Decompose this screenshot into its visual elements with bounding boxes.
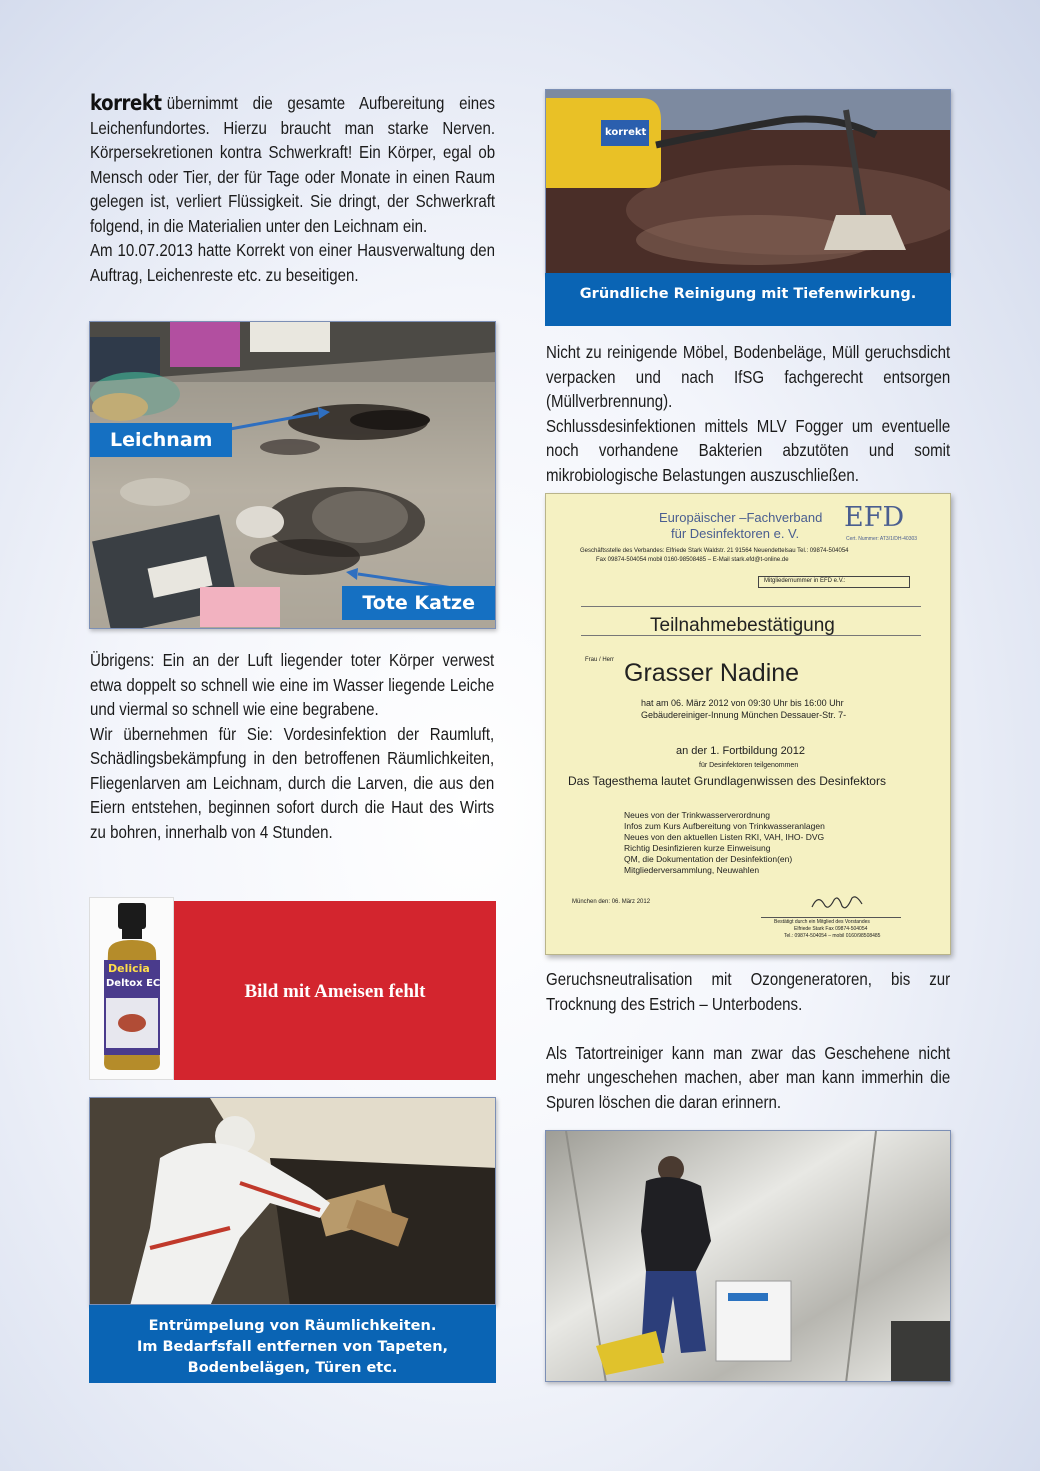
cert-topic-2: Infos zum Kurs Aufbereitung von Trinkwasseranlagen bbox=[624, 821, 825, 831]
decay-text bbox=[90, 648, 494, 844]
cert-date-line: hat am 06. März 2012 von 09:30 Uhr bis 16:00 Uhr bbox=[641, 698, 844, 708]
cert-participant-name: Grasser Nadine bbox=[624, 659, 800, 687]
cert-title: Teilnahmebestätigung bbox=[650, 615, 835, 636]
machine-logo: korrekt bbox=[605, 127, 647, 138]
certificate-document bbox=[545, 493, 951, 955]
intro-paragraph: übernimmt die gesamte Aufbereitung eines Leichenfundortes. Hierzu braucht man starke Nerven. Körpersekretionen kontra Schwerkraft! Ein Körper, egal ob Mensch oder Tier, der für Tage oder Monate in einen Raum gelegen ist, verliert Flüssigkeit. Sie dringt, der Schwerkraft folgend, in die Materialien unter den Leichnam ein. bbox=[90, 93, 496, 236]
cert-event-line: an der 1. Fortbildung 2012 bbox=[676, 745, 806, 757]
cert-place-date: München den: 06. März 2012 bbox=[572, 899, 651, 905]
ozone-drying-photo bbox=[545, 1130, 951, 1382]
signature-icon bbox=[808, 892, 868, 914]
cert-address-line-1: Geschäftsstelle des Verbandes: Elfriede Stark Waldstr. 21 91564 Neuendettelsau Tel.: 09874-504054 bbox=[580, 548, 849, 554]
cert-member-label: Mitgliedernummer in EFD e.V.: bbox=[764, 578, 846, 584]
carpet-cleaning-machine-illustration bbox=[546, 90, 951, 275]
cert-topic-3: Neues von den aktuellen Listen RKI, VAH, IHO- DVG bbox=[624, 832, 825, 842]
decay-paragraph: Übrigens: Ein an der Luft liegender toter Körper verwest etwa doppelt so schnell wie eine im Wasser liegende Leiche und viermal so schnell wie eine begrabene. bbox=[90, 650, 495, 719]
worker-with-ozone-generator-illustration bbox=[546, 1131, 951, 1382]
crime-scene-illustration bbox=[90, 322, 496, 629]
case-paragraph: Am 10.07.2013 hatte Korrekt von einer Hausverwaltung den Auftrag, Leichenreste etc. zu beseitigen. bbox=[90, 240, 496, 285]
cert-topic-4: Richtig Desinfizieren kurze Einweisung bbox=[624, 843, 771, 853]
cert-topic-6: Mitgliederversammlung, Neuwahlen bbox=[624, 865, 760, 875]
cert-signature-note-2: Elfriede Stark Fax 09874-504054 bbox=[794, 926, 868, 932]
label-dead-cat: Tote Katze bbox=[342, 586, 495, 620]
cert-theme-line: Das Tagesthema lautet Grundlagenwissen des Desinfektors bbox=[568, 774, 886, 788]
clearing-photo bbox=[89, 1097, 496, 1305]
cert-signature-note-3: Tel.: 09874-504054 – mobil 0160/98508485 bbox=[784, 933, 881, 939]
odor-paragraph: Geruchsneutralisation mit Ozongeneratoren, bis zur Trocknung des Estrich – Unterbodens. bbox=[546, 969, 951, 1014]
product-brand: Delicia bbox=[108, 962, 150, 975]
clearing-caption-line-1: Entrümpelung von Räumlichkeiten. bbox=[148, 1318, 437, 1334]
cert-topic-5: QM, die Dokumentation der Desinfektion(en) bbox=[624, 854, 793, 864]
intro-text bbox=[90, 91, 495, 287]
product-name: Deltox EC bbox=[106, 978, 161, 989]
cert-org-line-1: Europäischer –Fachverband bbox=[659, 510, 823, 525]
cert-org-line-2: für Desinfektoren e. V. bbox=[671, 526, 800, 541]
services-paragraph: Wir übernehmen für Sie: Vordesinfektion der Raumluft, Schädlingsbekämpfung in den betroffenen Räumlichkeiten, Fliegenlarven am Leichnam, durch die Larven, die aus den Eiern entstehen, beginnen sofort durch die Haut des Wirts zu bohren, innerhalb von 4 Stunden. bbox=[90, 723, 495, 842]
worker-removing-wallpaper-illustration bbox=[90, 1098, 496, 1305]
korrekt-logo: korrekt bbox=[90, 91, 162, 115]
insecticide-bottle-icon bbox=[90, 898, 175, 1081]
closing-paragraph: Als Tatortreiniger kann man zwar das Geschehene nicht mehr ungeschehen machen, aber man kann immerhin die Spuren löschen die daran erinnern. bbox=[546, 1042, 951, 1112]
missing-image-placeholder bbox=[174, 901, 496, 1080]
cert-salutation: Frau / Herr bbox=[585, 657, 615, 663]
missing-image-text: Bild mit Ameisen fehlt bbox=[244, 981, 426, 1002]
cert-signature-note-1: Bestätigt durch ein Mitglied des Vorstandes bbox=[774, 919, 870, 925]
cert-efd-logo: EFD bbox=[844, 502, 905, 533]
disinfection-paragraph: Schlussdesinfektionen mittels MLV Fogger um eventuelle noch vorhandene Bakterien abzutöten und somit mikrobiologische Belastungen auszuschließen. bbox=[546, 415, 951, 485]
cert-venue-line: Gebäudereiniger-Innung München Dessauer-Str. 7- bbox=[641, 710, 847, 720]
cert-number: Cert. Nummer: AT3/1/DH-40303 bbox=[846, 536, 918, 542]
cert-event-sub: für Desinfektoren teilgenommen bbox=[699, 762, 799, 769]
paragraph-spacer bbox=[546, 1016, 950, 1041]
disposal-paragraph: Nicht zu reinigende Möbel, Bodenbeläge, Müll geruchsdicht verpacken und nach IfSG fachgerecht entsorgen (Müllverbrennung). bbox=[546, 342, 951, 411]
label-body: Leichnam bbox=[90, 423, 232, 457]
cleaning-caption: Gründliche Reinigung mit Tiefenwirkung. bbox=[545, 273, 951, 326]
odor-text bbox=[546, 967, 950, 1114]
disposal-text bbox=[546, 340, 950, 487]
product-image bbox=[89, 897, 174, 1080]
cert-topic-1: Neues von der Trinkwasserverordnung bbox=[624, 810, 770, 820]
signature-line bbox=[761, 917, 901, 918]
carpet-cleaning-photo bbox=[545, 89, 951, 275]
clearing-caption-line-3: Bodenbelägen, Türen etc. bbox=[187, 1360, 398, 1376]
crime-scene-photo bbox=[89, 321, 496, 629]
clearing-caption bbox=[89, 1305, 496, 1383]
clearing-caption-line-2: Im Bedarfsfall entfernen von Tapeten, bbox=[136, 1339, 449, 1355]
cert-address-line-2: Fax 09874-504054 mobil 0160-98508485 – E-Mail stark.efd@t-online.de bbox=[596, 557, 789, 563]
